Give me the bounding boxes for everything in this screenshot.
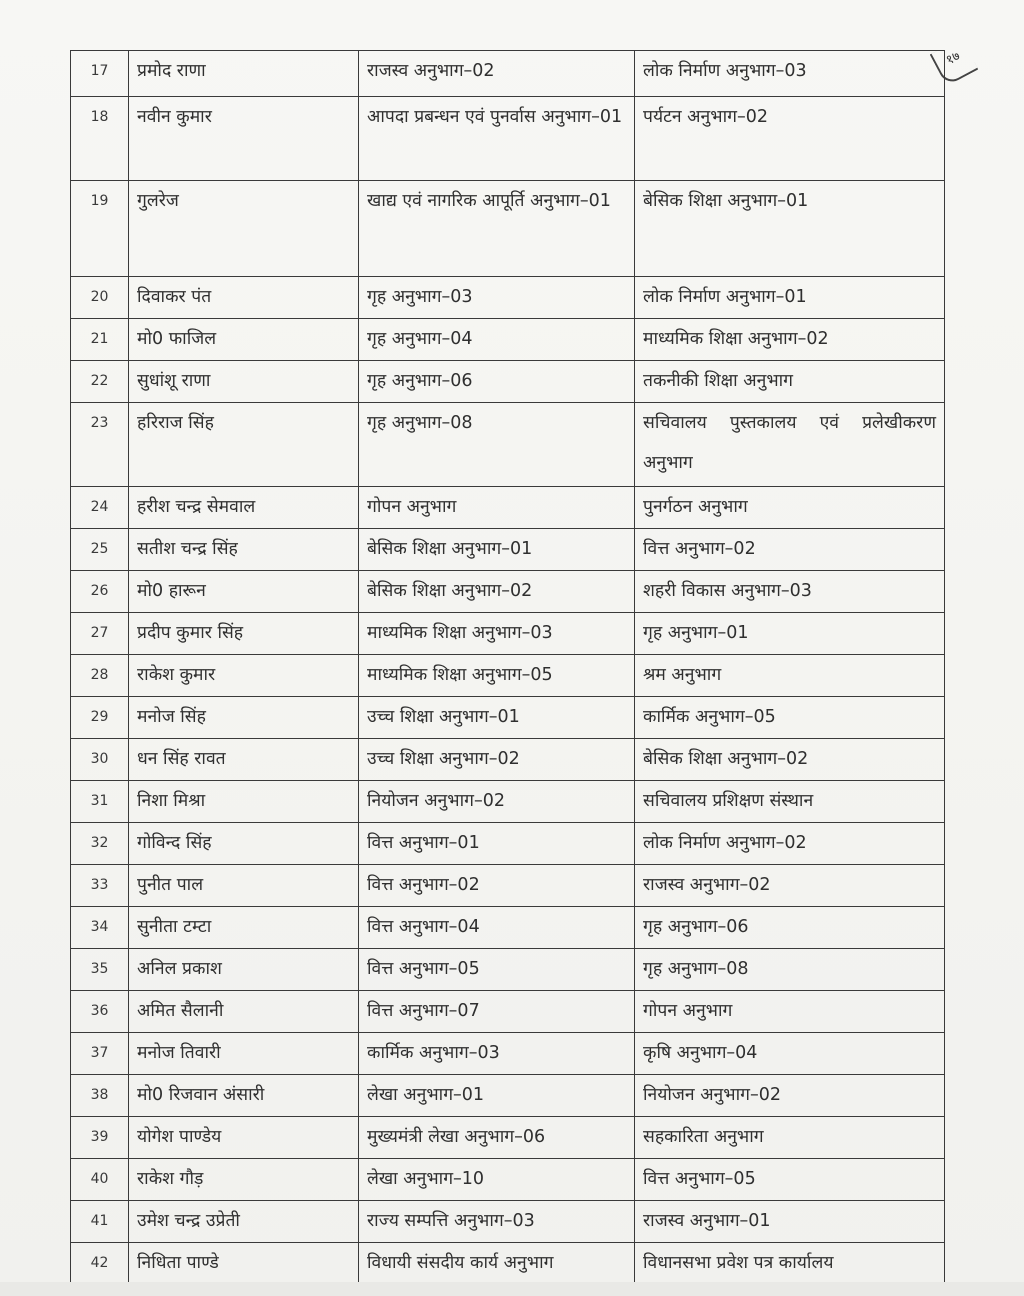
table-row — [71, 823, 945, 865]
table-row — [71, 949, 945, 991]
new-section: लोक निर्माण अनुभाग–02 — [635, 823, 945, 865]
new-section: राजस्व अनुभाग–01 — [635, 1201, 945, 1243]
transfer-table-body — [71, 51, 945, 1285]
employee-name: अमित सैलानी — [129, 991, 359, 1033]
employee-name: गोविन्द सिंह — [129, 823, 359, 865]
current-section: आपदा प्रबन्धन एवं पुनर्वास अनुभाग–01 — [359, 97, 635, 181]
table-row — [71, 51, 945, 97]
new-section: गृह अनुभाग–08 — [635, 949, 945, 991]
new-section: कार्मिक अनुभाग–05 — [635, 697, 945, 739]
serial-number: 42 — [71, 1243, 129, 1285]
serial-number: 39 — [71, 1117, 129, 1159]
current-section: वित्त अनुभाग–01 — [359, 823, 635, 865]
table-row — [71, 1201, 945, 1243]
serial-number: 24 — [71, 487, 129, 529]
employee-name: दिवाकर पंत — [129, 277, 359, 319]
new-section: गोपन अनुभाग — [635, 991, 945, 1033]
serial-number: 31 — [71, 781, 129, 823]
serial-number: 20 — [71, 277, 129, 319]
serial-number: 38 — [71, 1075, 129, 1117]
current-section: उच्च शिक्षा अनुभाग–01 — [359, 697, 635, 739]
employee-name: अनिल प्रकाश — [129, 949, 359, 991]
current-section: लेखा अनुभाग–10 — [359, 1159, 635, 1201]
current-section: विधायी संसदीय कार्य अनुभाग — [359, 1243, 635, 1285]
employee-name: पुनीत पाल — [129, 865, 359, 907]
table-row — [71, 571, 945, 613]
table-row — [71, 487, 945, 529]
new-section: गृह अनुभाग–06 — [635, 907, 945, 949]
new-section: श्रम अनुभाग — [635, 655, 945, 697]
current-section: राजस्व अनुभाग–02 — [359, 51, 635, 97]
table-row — [71, 181, 945, 277]
table-row — [71, 1117, 945, 1159]
current-section: राज्य सम्पत्ति अनुभाग–03 — [359, 1201, 635, 1243]
serial-number: 27 — [71, 613, 129, 655]
employee-name: राकेश कुमार — [129, 655, 359, 697]
current-section: गृह अनुभाग–03 — [359, 277, 635, 319]
employee-name: सुधांशू राणा — [129, 361, 359, 403]
current-section: मुख्यमंत्री लेखा अनुभाग–06 — [359, 1117, 635, 1159]
serial-number: 28 — [71, 655, 129, 697]
employee-name: हरीश चन्द्र सेमवाल — [129, 487, 359, 529]
table-row — [71, 739, 945, 781]
serial-number: 35 — [71, 949, 129, 991]
current-section: गोपन अनुभाग — [359, 487, 635, 529]
table-row — [71, 1159, 945, 1201]
employee-name: सतीश चन्द्र सिंह — [129, 529, 359, 571]
employee-name: गुलरेज — [129, 181, 359, 277]
current-section: बेसिक शिक्षा अनुभाग–02 — [359, 571, 635, 613]
employee-name: मो0 रिजवान अंसारी — [129, 1075, 359, 1117]
new-section: विधानसभा प्रवेश पत्र कार्यालय — [635, 1243, 945, 1285]
table-row — [71, 403, 945, 487]
employee-name: मनोज सिंह — [129, 697, 359, 739]
serial-number: 21 — [71, 319, 129, 361]
page-bottom-edge — [0, 1282, 1024, 1296]
current-section: कार्मिक अनुभाग–03 — [359, 1033, 635, 1075]
serial-number: 30 — [71, 739, 129, 781]
table-row — [71, 655, 945, 697]
current-section: वित्त अनुभाग–04 — [359, 907, 635, 949]
page-number-mark: १७ — [930, 38, 979, 87]
serial-number: 17 — [71, 51, 129, 97]
new-section: लोक निर्माण अनुभाग–03 — [635, 51, 945, 97]
serial-number: 19 — [71, 181, 129, 277]
table-row — [71, 991, 945, 1033]
serial-number: 26 — [71, 571, 129, 613]
table-row — [71, 613, 945, 655]
new-section: गृह अनुभाग–01 — [635, 613, 945, 655]
employee-name: मो0 हारून — [129, 571, 359, 613]
employee-name: सुनीता टम्टा — [129, 907, 359, 949]
employee-name: मनोज तिवारी — [129, 1033, 359, 1075]
serial-number: 32 — [71, 823, 129, 865]
table-row — [71, 1243, 945, 1285]
serial-number: 37 — [71, 1033, 129, 1075]
new-section: लोक निर्माण अनुभाग–01 — [635, 277, 945, 319]
current-section: माध्यमिक शिक्षा अनुभाग–03 — [359, 613, 635, 655]
new-section: बेसिक शिक्षा अनुभाग–02 — [635, 739, 945, 781]
current-section: उच्च शिक्षा अनुभाग–02 — [359, 739, 635, 781]
serial-number: 22 — [71, 361, 129, 403]
new-section: शहरी विकास अनुभाग–03 — [635, 571, 945, 613]
table-row — [71, 319, 945, 361]
serial-number: 40 — [71, 1159, 129, 1201]
current-section: बेसिक शिक्षा अनुभाग–01 — [359, 529, 635, 571]
new-section: पुनर्गठन अनुभाग — [635, 487, 945, 529]
current-section: गृह अनुभाग–04 — [359, 319, 635, 361]
new-section: राजस्व अनुभाग–02 — [635, 865, 945, 907]
current-section: वित्त अनुभाग–02 — [359, 865, 635, 907]
employee-name: मो0 फाजिल — [129, 319, 359, 361]
table-row — [71, 1075, 945, 1117]
serial-number: 25 — [71, 529, 129, 571]
new-section: कृषि अनुभाग–04 — [635, 1033, 945, 1075]
table-row — [71, 781, 945, 823]
current-section: गृह अनुभाग–08 — [359, 403, 635, 487]
employee-name: उमेश चन्द्र उप्रेती — [129, 1201, 359, 1243]
employee-name: योगेश पाण्डेय — [129, 1117, 359, 1159]
table-row — [71, 1033, 945, 1075]
serial-number: 29 — [71, 697, 129, 739]
employee-name: प्रदीप कुमार सिंह — [129, 613, 359, 655]
employee-name: नवीन कुमार — [129, 97, 359, 181]
new-section: वित्त अनुभाग–05 — [635, 1159, 945, 1201]
employee-name: हरिराज सिंह — [129, 403, 359, 487]
employee-name: धन सिंह रावत — [129, 739, 359, 781]
table-row — [71, 697, 945, 739]
current-section: खाद्य एवं नागरिक आपूर्ति अनुभाग–01 — [359, 181, 635, 277]
current-section: माध्यमिक शिक्षा अनुभाग–05 — [359, 655, 635, 697]
new-section: तकनीकी शिक्षा अनुभाग — [635, 361, 945, 403]
new-section: वित्त अनुभाग–02 — [635, 529, 945, 571]
serial-number: 36 — [71, 991, 129, 1033]
employee-name: प्रमोद राणा — [129, 51, 359, 97]
table-row — [71, 361, 945, 403]
new-section: बेसिक शिक्षा अनुभाग–01 — [635, 181, 945, 277]
serial-number: 23 — [71, 403, 129, 487]
current-section: लेखा अनुभाग–01 — [359, 1075, 635, 1117]
table-row — [71, 865, 945, 907]
serial-number: 34 — [71, 907, 129, 949]
employee-name: निधिता पाण्डे — [129, 1243, 359, 1285]
employee-name: राकेश गौड़ — [129, 1159, 359, 1201]
table-row — [71, 529, 945, 571]
current-section: गृह अनुभाग–06 — [359, 361, 635, 403]
new-section: सचिवालय प्रशिक्षण संस्थान — [635, 781, 945, 823]
employee-name: निशा मिश्रा — [129, 781, 359, 823]
serial-number: 33 — [71, 865, 129, 907]
serial-number: 18 — [71, 97, 129, 181]
transfer-table — [70, 50, 945, 1285]
new-section: सहकारिता अनुभाग — [635, 1117, 945, 1159]
table-row — [71, 907, 945, 949]
current-section: नियोजन अनुभाग–02 — [359, 781, 635, 823]
new-section: माध्यमिक शिक्षा अनुभाग–02 — [635, 319, 945, 361]
new-section: पर्यटन अनुभाग–02 — [635, 97, 945, 181]
table-row — [71, 277, 945, 319]
serial-number: 41 — [71, 1201, 129, 1243]
current-section: वित्त अनुभाग–05 — [359, 949, 635, 991]
table-row — [71, 97, 945, 181]
new-section: सचिवालय पुस्तकालय एवं प्रलेखीकरण अनुभाग — [635, 403, 945, 487]
current-section: वित्त अनुभाग–07 — [359, 991, 635, 1033]
new-section: नियोजन अनुभाग–02 — [635, 1075, 945, 1117]
